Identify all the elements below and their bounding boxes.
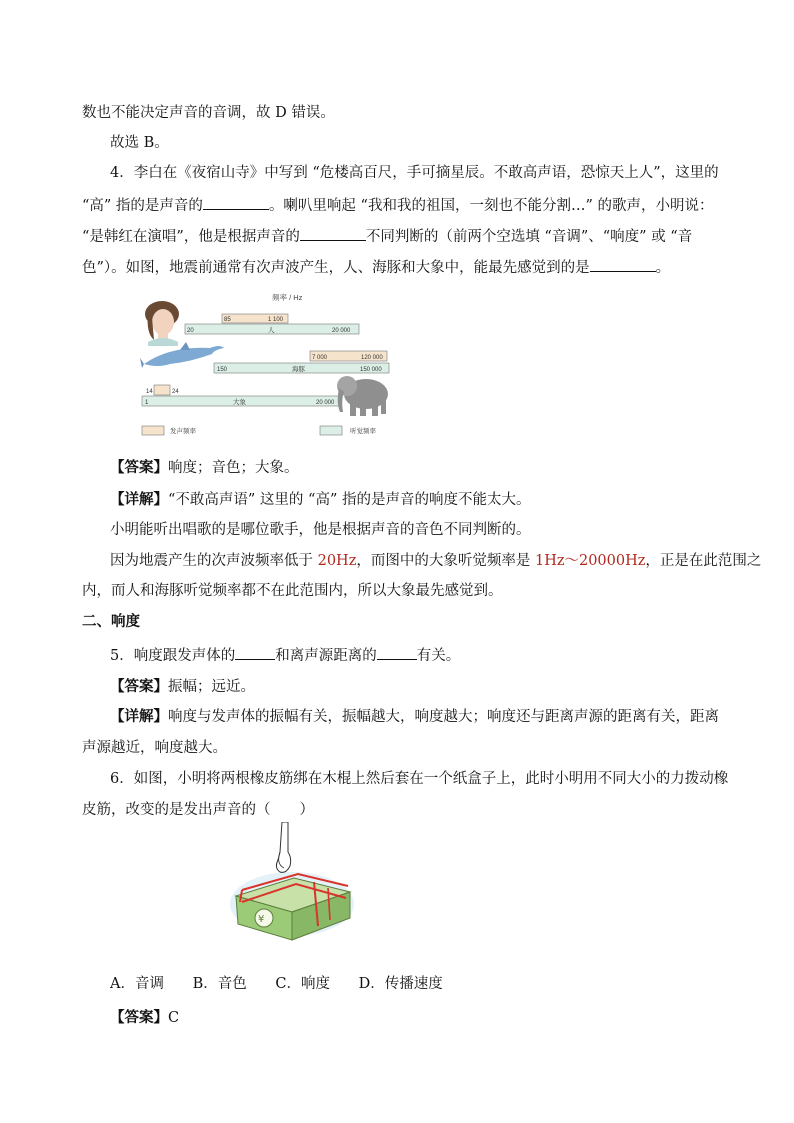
elephant-label: 大象: [233, 399, 246, 406]
elephant-emit-high: 24: [172, 389, 179, 395]
answer-6: 【答案】C: [110, 1009, 180, 1026]
elephant-icon: [337, 376, 388, 416]
dolphin-emit-low: 7 000: [312, 355, 328, 361]
text-line: 小明能听出唱歌的是哪位歌手，他是根据声音的音色不同判断的。: [110, 522, 531, 538]
answer-blank: [590, 257, 656, 272]
text-line: “是韩红在演唱”，他是根据声音的 不同判断的（前两个空选填 “音调”、“响度” 或 “音: [82, 226, 692, 247]
legend-emit-swatch: [142, 426, 164, 435]
answer-4: 【答案】响度；音色；大象。: [110, 459, 299, 476]
answer-blank: [235, 645, 275, 660]
human-emit-high: 1 100: [268, 317, 284, 323]
detail-5: 【详解】响度与发声体的振幅有关，振幅越大，响度越大；响度还与距离声源的距离有关，距离: [110, 708, 719, 725]
option-a: A．音调: [110, 976, 164, 992]
human-label: 人: [268, 327, 275, 334]
legend-hear-label: 听觉频率: [350, 428, 376, 435]
question-5: 5．响度跟发声体的 和离声源距离的 有关。: [110, 645, 460, 666]
text-line: 故选 B。: [110, 135, 169, 151]
human-hear-high: 20 000: [332, 328, 351, 334]
elephant-emit-low: 14: [146, 389, 153, 395]
text-line: 数也不能决定声音的音调，故 D 错误。: [82, 105, 335, 121]
text-line: 声源越近，响度越大。: [82, 740, 227, 756]
text-line: 色”）。如图，地震前通常有次声波产生，人、海豚和大象中，能最先感觉到的是 。: [82, 257, 670, 278]
human-hear-low: 20: [187, 328, 194, 334]
elephant-hear-high: 20 000: [316, 400, 335, 406]
frequency-range-chart: [140, 288, 400, 438]
legend-emit-label: 发声频率: [170, 428, 196, 435]
answer-blank: [203, 195, 269, 210]
dolphin-emit-high: 120 000: [361, 355, 383, 361]
svg-text:¥: ¥: [258, 914, 265, 925]
question-4: 4．李白在《夜宿山寺》中写到 “危楼高百尺，手可摘星辰。不敢高声语，恐惊天上人”，这里的: [110, 165, 719, 181]
option-d: D．传播速度: [358, 976, 443, 992]
text-line: “高” 指的是声音的 。喇叭里响起 “我和我的祖国，一刻也不能分割…” 的歌声，小明说：: [82, 195, 713, 216]
answer-blank: [300, 226, 366, 241]
dolphin-label: 海豚: [292, 366, 305, 373]
dolphin-hear-high: 150 000: [360, 367, 382, 373]
answer-5: 【答案】振幅；远近。: [110, 678, 255, 695]
option-c: C．响度: [275, 976, 330, 992]
question-6: 6．如图，小明将两根橡皮筋绑在木棍上然后套在一个纸盒子上，此时小明用不同大小的力拨动橡: [110, 771, 729, 787]
section-heading: 二、响度: [82, 614, 140, 630]
answer-blank: [377, 645, 417, 660]
human-emit-low: 85: [224, 317, 231, 323]
text-line: 皮筋，改变的是发出声音的（ ）: [82, 802, 314, 818]
option-b: B．音色: [192, 976, 247, 992]
answer-options: [110, 974, 467, 994]
elephant-emit-bar: [154, 385, 170, 395]
elephant-hear-low: 1: [145, 400, 149, 406]
woman-icon: [145, 301, 179, 346]
legend-hear-swatch: [320, 426, 342, 435]
dolphin-hear-low: 150: [217, 367, 228, 373]
chart-title: 频率 / Hz: [272, 293, 303, 302]
text-line: 内，而人和海豚听觉频率都不在此范围内，所以大象最先感觉到。: [82, 583, 503, 599]
text-line: 因为地震产生的次声波频率低于 20Hz，而图中的大象听觉频率是 1Hz～20000Hz，正是在此范围之: [110, 553, 762, 569]
rubber-band-box-illustration: [230, 822, 355, 944]
detail-4: 【详解】“不敢高声语” 这里的 “高” 指的是声音的响度不能太大。: [110, 491, 531, 508]
